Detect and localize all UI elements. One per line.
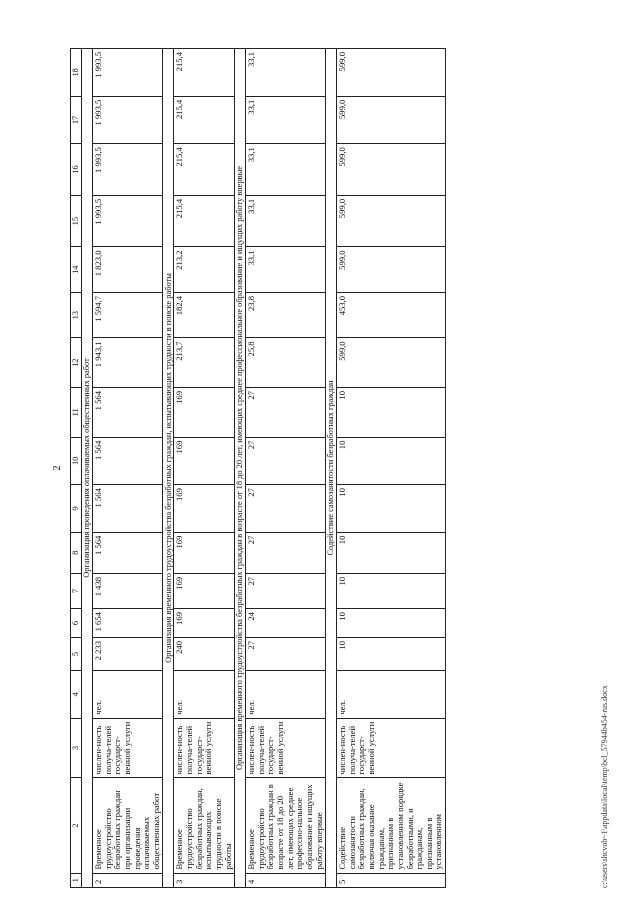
row-value: 213,2 [174, 247, 235, 292]
row-name: Временное трудоустройство безработных граждан при организации проведения оплачиваемых общественных работ [93, 778, 163, 873]
section-row [163, 49, 174, 888]
row-value: 215,4 [174, 49, 235, 97]
row-value: 1 654 [93, 609, 163, 638]
page-number: 2 [52, 465, 63, 471]
row-value: 169 [174, 388, 235, 438]
row-indicator: числен-ность получа-телей государст-венной услуги [246, 718, 326, 778]
column-number: 4 [71, 671, 82, 719]
row-value: 27 [246, 437, 326, 485]
row-value: 213,7 [174, 338, 235, 388]
row-value: 1 594,7 [93, 292, 163, 337]
column-number: 18 [71, 49, 82, 97]
section-title: Организация временного трудоустройства безработных граждан, испытывающих трудности в поиске работы [163, 49, 174, 888]
row-value: 10 [337, 388, 446, 438]
row-number: 4 [246, 873, 326, 887]
row-indicator: числен-ность получа-телей государст-венной услуги [93, 718, 163, 778]
section-row [326, 49, 337, 888]
row-indicator: числен-ность получа-телей государст-венной услуги [337, 718, 446, 778]
row-unit: чел. [93, 671, 163, 719]
row-value: 1 823,0 [93, 247, 163, 292]
row-value: 33,1 [246, 247, 326, 292]
row-value: 599,0 [337, 195, 446, 247]
row-value: 1 438 [93, 573, 163, 608]
row-name: Временное трудоустройство безработных граждан в возрасте от 18 до 20 лет, имеющих среднее профессио-нальное образование и ищущих работу впервые [246, 778, 326, 873]
row-value: 1 943,1 [93, 338, 163, 388]
rotated-page [52, 48, 622, 888]
column-number: 11 [71, 388, 82, 438]
row-unit: чел. [246, 671, 326, 719]
row-value: 599,0 [337, 247, 446, 292]
row-value: 27 [246, 388, 326, 438]
footer-file-path: c:\users\shcvob~1\appdata\local\temp\bcl_57944b454-rus.docx [600, 685, 609, 888]
column-number: 14 [71, 247, 82, 292]
column-number: 17 [71, 96, 82, 144]
row-value: 33,1 [246, 195, 326, 247]
table-row [337, 49, 446, 888]
row-value: 169 [174, 573, 235, 608]
row-number: 3 [174, 873, 235, 887]
row-value: 169 [174, 609, 235, 638]
column-number: 8 [71, 532, 82, 573]
row-value: 24 [246, 609, 326, 638]
row-value: 33,1 [246, 49, 326, 97]
section-title: Содействие самозанятости безработных граждан [326, 49, 337, 888]
row-value: 1 564 [93, 437, 163, 485]
table-row [246, 49, 326, 888]
row-value: 215,4 [174, 96, 235, 144]
row-value: 10 [337, 573, 446, 608]
row-number: 5 [337, 873, 446, 887]
row-value: 23,8 [246, 292, 326, 337]
row-value: 27 [246, 485, 326, 533]
table-row [93, 49, 163, 888]
row-value: 33,1 [246, 144, 326, 196]
column-number: 15 [71, 195, 82, 247]
section-row [235, 49, 246, 888]
column-number: 1 [71, 873, 82, 887]
column-number: 16 [71, 144, 82, 196]
column-number-row [71, 49, 82, 888]
row-value: 10 [337, 485, 446, 533]
row-indicator: числен-ность получа-телей государст-венной услуги [174, 718, 235, 778]
row-value: 215,4 [174, 144, 235, 196]
row-value: 1 993,5 [93, 49, 163, 97]
row-value: 25,8 [246, 338, 326, 388]
row-name: Содействие самозанятости безработных граждан, включая оказание гражданам, признанным в установленном порядке безработными, и гражданам, признанным в установленном [337, 778, 446, 873]
row-value: 27 [246, 532, 326, 573]
column-number: 6 [71, 609, 82, 638]
column-number: 12 [71, 338, 82, 388]
row-value: 169 [174, 532, 235, 573]
column-number: 9 [71, 485, 82, 533]
row-number: 2 [93, 873, 163, 887]
row-value: 10 [337, 532, 446, 573]
row-value: 1 564 [93, 532, 163, 573]
row-value: 599,0 [337, 144, 446, 196]
column-number: 7 [71, 573, 82, 608]
row-value: 599,0 [337, 96, 446, 144]
row-value: 1 993,5 [93, 144, 163, 196]
row-unit: чел. [174, 671, 235, 719]
row-value: 33,1 [246, 96, 326, 144]
row-value: 27 [246, 638, 326, 671]
row-value: 27 [246, 573, 326, 608]
table-row [174, 49, 235, 888]
row-value: 2 233 [93, 638, 163, 671]
column-number: 13 [71, 292, 82, 337]
column-number: 5 [71, 638, 82, 671]
row-value: 169 [174, 485, 235, 533]
column-number: 10 [71, 437, 82, 485]
row-value: 599,0 [337, 49, 446, 97]
row-value: 1 564 [93, 388, 163, 438]
row-name: Временное трудоустройство безработных граждан, испытывающих трудности в поиске работы [174, 778, 235, 873]
row-value: 1 993,5 [93, 195, 163, 247]
section-title: Организация временного трудоустройства безработных граждан в возрасте от 18 до 20 лет, имеющих среднее профессиональное образование и ищущих работу впервые [235, 49, 246, 888]
row-unit: чел. [337, 671, 446, 719]
row-value: 1 993,5 [93, 96, 163, 144]
data-table [70, 48, 446, 888]
row-value: 10 [337, 609, 446, 638]
section-title: Организация проведения оплачиваемых общественных работ [82, 49, 93, 888]
row-value: 215,4 [174, 195, 235, 247]
row-value: 599,0 [337, 338, 446, 388]
row-value: 10 [337, 437, 446, 485]
column-number: 3 [71, 718, 82, 778]
row-value: 453,0 [337, 292, 446, 337]
section-row [82, 49, 93, 888]
row-value: 1 564 [93, 485, 163, 533]
row-value: 10 [337, 638, 446, 671]
column-number: 2 [71, 778, 82, 873]
row-value: 240 [174, 638, 235, 671]
row-value: 182,4 [174, 292, 235, 337]
row-value: 169 [174, 437, 235, 485]
